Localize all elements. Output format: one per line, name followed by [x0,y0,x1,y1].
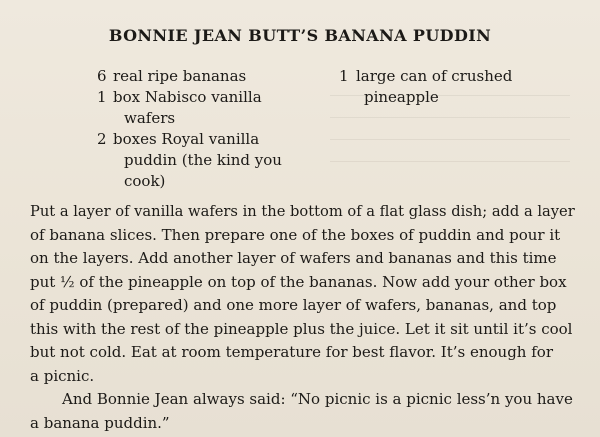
ingredient-qty: 6 [97,67,107,85]
ingredient-text: pineapple [364,88,439,106]
ingredient-text: cook) [124,172,166,190]
paragraph-line: on the layers. Add another layer of wafers and bananas and this time [30,249,557,267]
ingredient-qty: 2 [97,130,107,148]
ingredient-list-right [339,66,579,116]
paragraph-line: put ½ of the pineapple on top of the bananas. Now add your other box [30,272,567,291]
paragraph-line: this with the rest of the pineapple plus the juice. Let it sit until it’s cool [30,319,573,338]
ingredient-text: large can of crushed [356,67,513,85]
quote-paragraph [30,388,575,435]
bleed-through-line [330,161,570,162]
recipe-title: BONNIE JEAN BUTT’S BANANA PUDDIN [108,26,492,45]
ingredient-text: wafers [124,109,176,127]
paragraph-line: Put a layer of vanilla wafers in the bottom of a flat glass dish; add a layer [30,202,575,220]
ingredient-text: puddin (the kind you [124,151,282,169]
ingredient-text: boxes Royal vanilla [113,130,260,148]
bleed-through-line [330,117,570,118]
paragraph-line: a picnic. [30,366,95,385]
ingredient-list-left [97,66,317,190]
ingredient-qty: 1 [339,67,349,85]
paragraph-line: a banana puddin.” [30,413,170,432]
ingredient-qty: 1 [97,88,107,106]
ingredient-text: real ripe bananas [113,67,247,85]
paragraph-line: of puddin (prepared) and one more layer of wafers, bananas, and top [30,296,557,314]
directions-paragraph [30,200,575,388]
bleed-through-line [330,139,570,140]
paragraph-line: And Bonnie Jean always said: “No picnic is a picnic less’n you have [62,390,573,408]
ingredient-text: box Nabisco vanilla [113,88,262,106]
paragraph-line: of banana slices. Then prepare one of the boxes of puddin and pour it [30,225,561,244]
paragraph-line: but not cold. Eat at room temperature for best flavor. It’s enough for [30,343,553,361]
